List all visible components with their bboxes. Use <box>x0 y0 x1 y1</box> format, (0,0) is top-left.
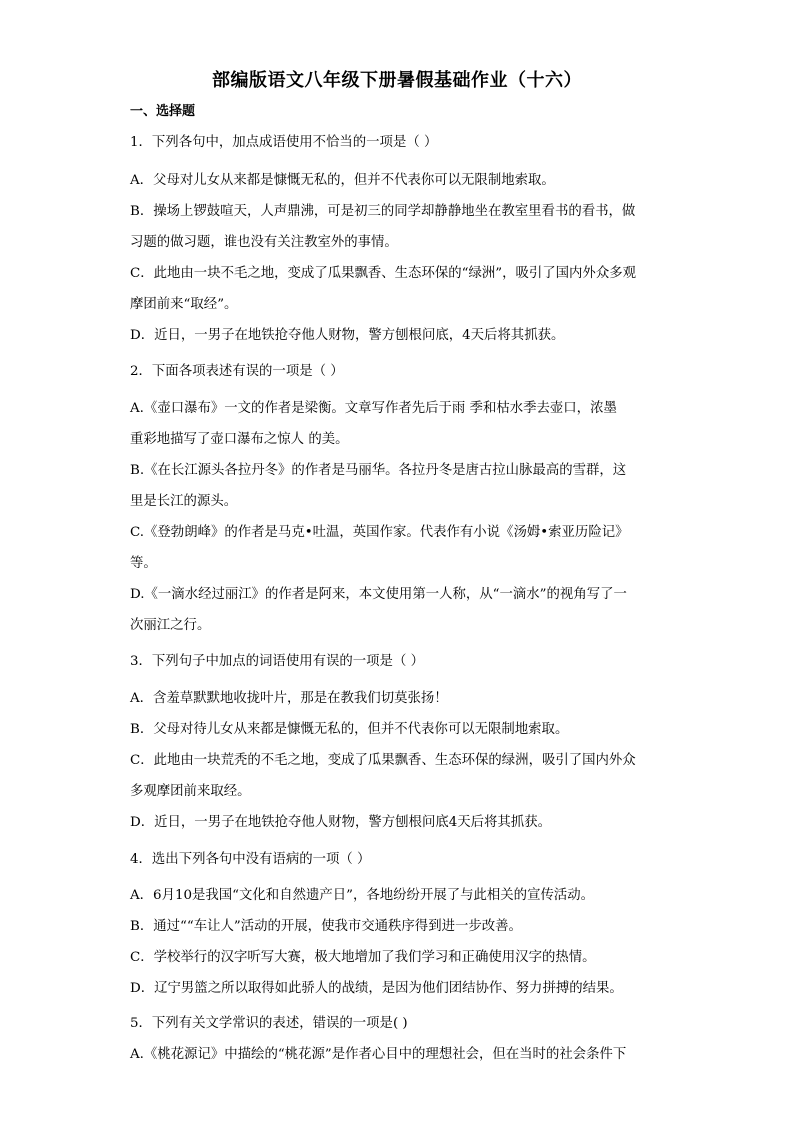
page-title: 部编版语文八年级下册暑假基础作业（十六） <box>212 70 582 91</box>
question-5-option-a: A.《桃花源记》中描绘的“桃花源”是作者心目中的理想社会，但在当时的社会条件下 <box>130 1047 627 1062</box>
question-4-stem: 4．选出下列各句中没有语病的一项（ ） <box>130 852 371 867</box>
question-3-option-b: B．父母对待儿女从来都是慷慨无私的，但并不代表你可以无限制地索取。 <box>130 722 569 737</box>
question-2-option-b: B.《在长江源头各拉丹冬》的作者是马丽华。各拉丹冬是唐古拉山脉最高的雪群，这 <box>130 463 627 478</box>
question-1-option-c: C．此地由一块不毛之地，变成了瓜果飘香、生态环保的“绿洲”，吸引了国内外众多观 <box>130 266 636 281</box>
question-4-option-b: B．通过““车让人”活动的开展，使我市交通秩序得到进一步改善。 <box>130 919 522 934</box>
question-2-option-c-cont: 等。 <box>130 556 157 571</box>
question-3-stem: 3．下列句子中加点的词语使用有误的一项是（ ） <box>130 654 424 669</box>
question-1-option-b-cont: 习题的做习题，谁也没有关注教室外的事情。 <box>130 235 398 250</box>
question-2-stem: 2．下面各项表述有误的一项是（ ） <box>130 364 344 379</box>
question-2-option-b-cont: 里是长江的源头。 <box>130 494 238 509</box>
question-1-option-c-cont: 摩团前来“取经”。 <box>130 297 238 312</box>
question-3-option-c: C．此地由一块荒秃的不毛之地，变成了瓜果飘香、生态环保的绿洲，吸引了国内外众 <box>130 753 636 768</box>
question-5-stem: 5．下列有关文学常识的表述，错误的一项是( ) <box>130 1016 408 1031</box>
question-4-option-c: C．学校举行的汉字听写大赛，极大地增加了我们学习和正确使用汉字的热情。 <box>130 950 596 965</box>
question-3-option-c-cont: 多观摩团前来取经。 <box>130 784 251 799</box>
question-2-option-c: C.《登勃朗峰》的作者是马克•吐温，英国作家。代表作有小说《汤姆•索亚历险记》 <box>130 525 629 540</box>
question-1-option-a: A．父母对儿女从来都是慷慨无私的，但并不代表你可以无限制地索取。 <box>130 173 555 188</box>
question-4-option-a: A．6月10是我国“文化和自然遗产日”，各地纷纷开展了与此相关的宣传活动。 <box>130 888 595 903</box>
section-heading: 一、选择题 <box>130 104 196 119</box>
question-1-stem: 1．下列各句中，加点成语使用不恰当的一项是（ ） <box>130 135 438 150</box>
question-2-option-d-cont: 次丽江之行。 <box>130 618 211 633</box>
question-3-option-a: A．含羞草默默地收拢叶片，那是在教我们切莫张扬！ <box>130 691 448 706</box>
question-2-option-a-cont: 重彩地描写了壶口瀑布之惊人 的美。 <box>130 432 349 447</box>
question-4-option-d: D．辽宁男篮之所以取得如此骄人的战绩，是因为他们团结协作、努力拼搏的结果。 <box>130 981 623 996</box>
question-3-option-d: D．近日，一男子在地铁抢夺他人财物，警方刨根问底4天后将其抓获。 <box>130 815 551 830</box>
question-2-option-d: D.《一滴水经过丽江》的作者是阿来，本文使用第一人称，从“一滴水”的视角写了一 <box>130 587 627 602</box>
question-1-option-b: B．操场上锣鼓喧天，人声鼎沸，可是初三的同学却静静地坐在教室里看书的看书，做 <box>130 204 636 219</box>
question-2-option-a: A.《壶口瀑布》一文的作者是梁衡。文章写作者先后于雨 季和枯水季去壶口，浓墨 <box>130 401 617 416</box>
question-1-option-d: D．近日，一男子在地铁抢夺他人财物，警方刨根问底，4天后将其抓获。 <box>130 328 565 343</box>
